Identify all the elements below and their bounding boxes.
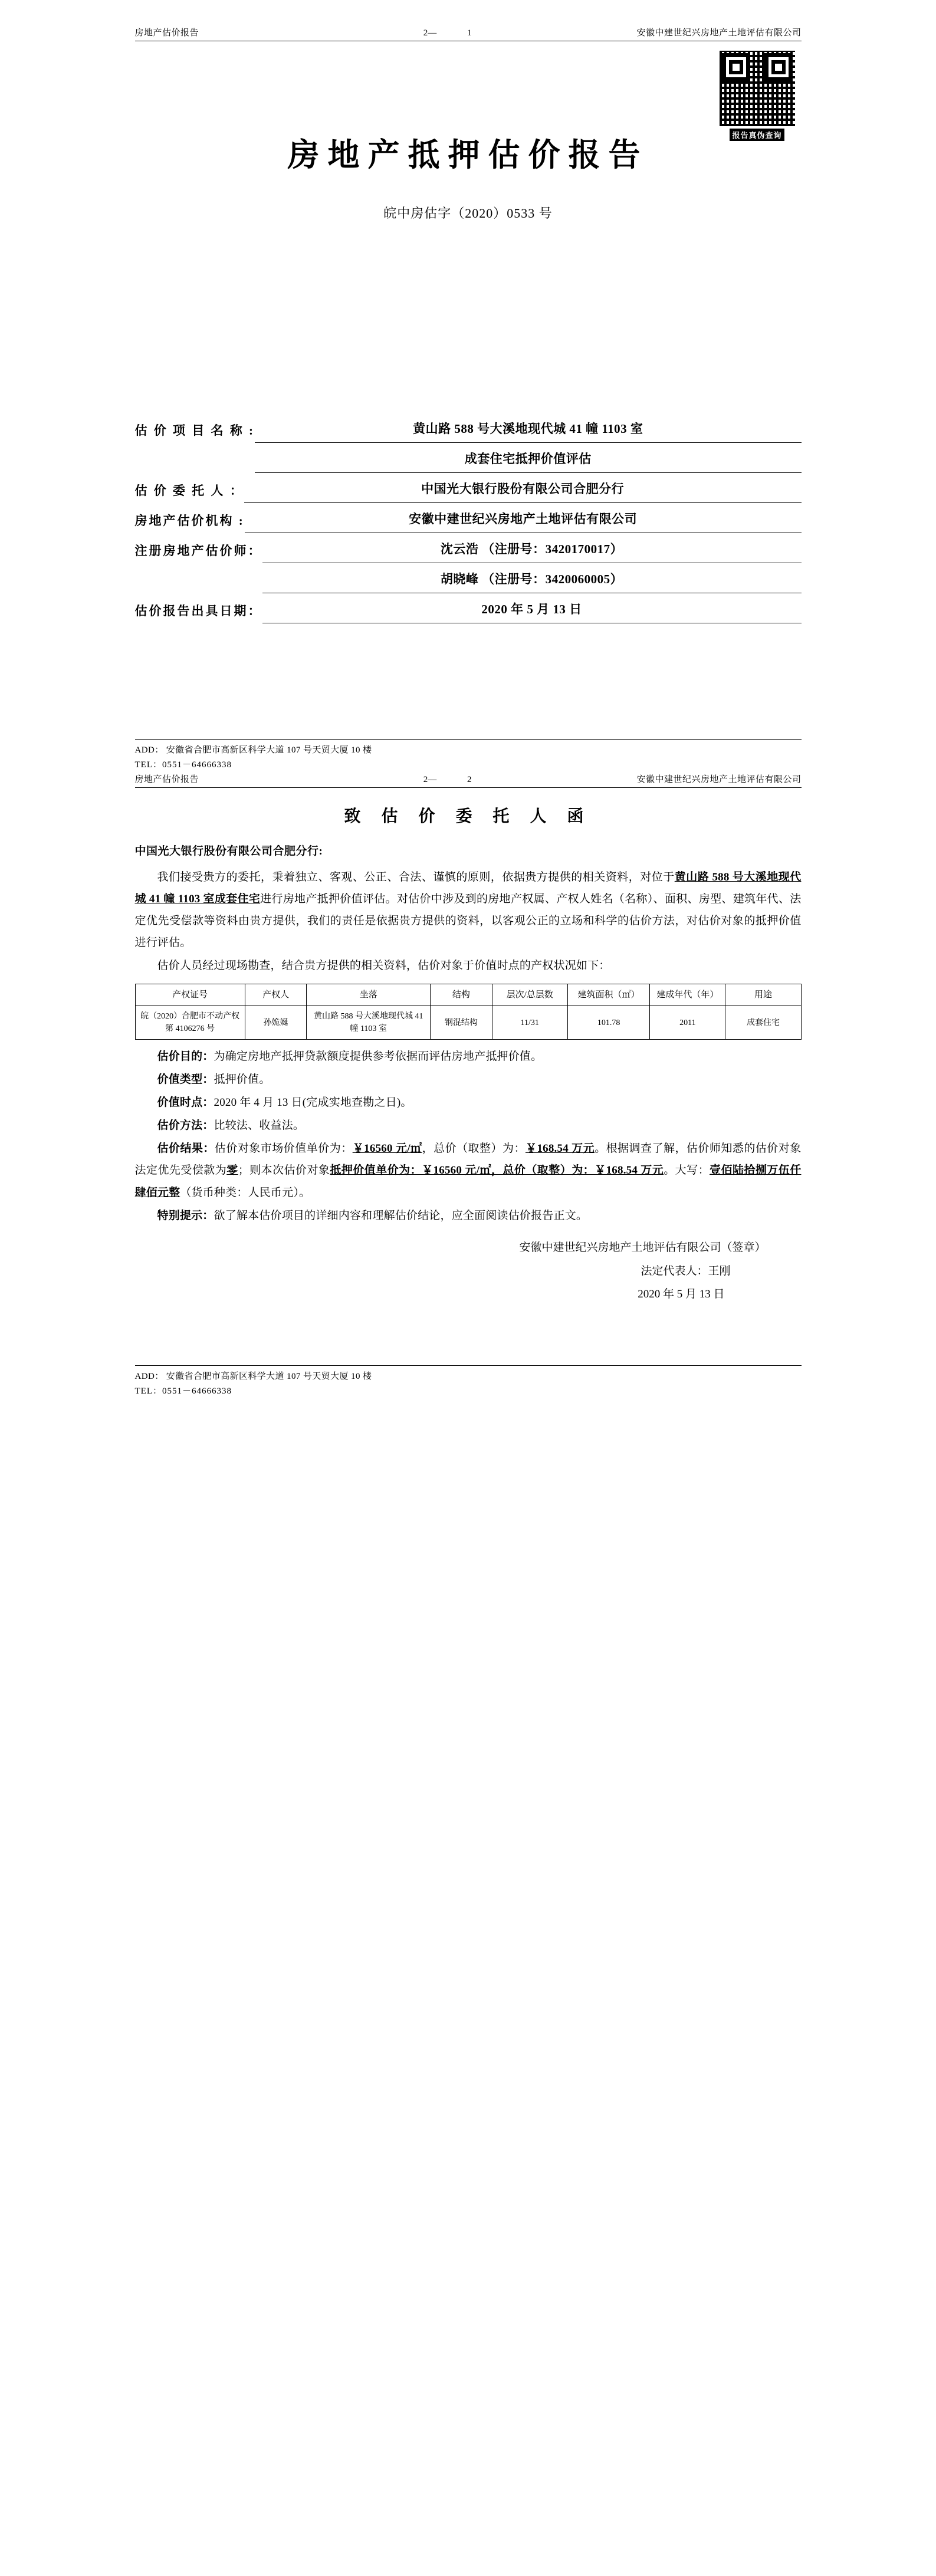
para1-part-c: 进行房地产抵押价值评估。对估价中涉及到的房地产权属、产权人姓名（名称）、面积、房型、建筑年代、法定优先受偿款等资料由贵方提供，我们的责任是依据贵方提供的资料，以客观公正的立场和科学的估价方法，对估价对象的抵押价值进行评估。: [134, 892, 802, 949]
running-header-page: [335, 775, 561, 785]
top-padding: [0, 0, 936, 26]
result-unit-price: ￥16560 元/㎡: [352, 1142, 422, 1155]
property-table: [135, 984, 802, 1040]
result-mortgage-value: 抵押价值单价为：￥16560 元/㎡，总价（取整）为：￥168.54 万元: [330, 1164, 664, 1177]
running-footer: [135, 1365, 802, 1399]
result-t3: 。根据调查了解，估价师知悉的估价对象法定优先受偿款为: [134, 1142, 802, 1177]
item-appraisal-purpose: [135, 1046, 802, 1067]
page-title: 房地产抵押估价报告: [287, 137, 649, 173]
running-header-left: 房地产估价报告: [134, 28, 199, 38]
note-label: 特别提示：: [157, 1209, 214, 1222]
item-text: 2020 年 4 月 13 日(完成实地查勘之日)。: [214, 1096, 412, 1109]
field-label: 注册房地产估价师：: [134, 544, 262, 558]
cover-fields: [135, 416, 802, 623]
letter-title: 致 估 价 委 托 人 函: [344, 807, 592, 826]
item-label: 价值时点：: [157, 1096, 214, 1109]
item-appraisal-result: [135, 1138, 802, 1203]
field-value: 黄山路 588 号大溪地现代城 41 幢 1103 室: [255, 416, 802, 443]
item-label: 估价方法：: [157, 1119, 214, 1132]
running-footer: [135, 739, 802, 773]
page-number: 2: [467, 774, 473, 784]
td-area: 101.78: [567, 1006, 650, 1040]
cover-page: [0, 0, 936, 773]
field-value: 成套住宅抵押价值评估: [255, 446, 802, 473]
result-t1: 估价对象市场价值单价为：: [214, 1142, 353, 1155]
running-header: [135, 26, 802, 41]
field-label: 估 价 委 托 人 ：: [134, 484, 244, 498]
result-t5: 。大写：: [664, 1164, 710, 1177]
th-area: 建筑面积（㎡）: [567, 984, 650, 1006]
cover-sheet: [135, 26, 802, 773]
th-floor: 层次/总层数: [492, 984, 567, 1006]
page-number: 1: [467, 28, 473, 38]
letter-page: [0, 773, 936, 1399]
page-mark: 2—: [423, 774, 437, 784]
th-structure: 结构: [430, 984, 492, 1006]
para1-subject-highlight: 黄山路 588 号大溪地现代城 41 幢 1103 室成套住宅: [134, 870, 802, 905]
letter-bottom-spacer: [135, 1306, 802, 1365]
letter-paragraph-2: 估价人员经过现场勘查，结合贵方提供的相关资料，估价对象于价值时点的产权状况如下：: [157, 959, 610, 972]
th-owner: 产权人: [245, 984, 307, 1006]
field-value: 中国光大银行股份有限公司合肥分行: [244, 477, 802, 503]
running-header-left: 房地产估价报告: [134, 774, 199, 784]
qr-block: [713, 51, 802, 141]
result-t6: （货币种类：人民币元）。: [180, 1186, 311, 1199]
note-text: 欲了解本估价项目的详细内容和理解估价结论，应全面阅读估价报告正文。: [214, 1209, 588, 1222]
signature-company: 安徽中建世纪兴房地产土地评估有限公司（签章）: [519, 1241, 766, 1254]
field-appraiser-2: [135, 567, 802, 593]
item-label: 估价目的：: [157, 1050, 214, 1063]
letter-sheet: [135, 773, 802, 1399]
item-appraisal-methods: [135, 1115, 802, 1136]
signature-date: 2020 年 5 月 13 日: [638, 1288, 725, 1301]
td-structure: 钢混结构: [430, 1006, 492, 1040]
cover-spacer: [135, 627, 802, 739]
result-amount-in-words: 壹佰陆拾捌万伍仟肆佰元整: [134, 1164, 802, 1199]
field-label: 估 价 项 目 名 称 :: [134, 423, 255, 438]
page-mark: 2—: [423, 28, 437, 38]
td-year-built: 2011: [650, 1006, 725, 1040]
td-location: 黄山路 588 号大溪地现代城 41 幢 1103 室: [307, 1006, 431, 1040]
th-certificate-no: 产权证号: [135, 984, 245, 1006]
field-label: 房地产估价机构 :: [134, 514, 245, 528]
letter-paragraph-1: [135, 866, 802, 954]
item-special-note: [135, 1205, 802, 1227]
field-project-name-line2: [135, 446, 802, 473]
document-number: 皖中房估字（2020）0533 号: [383, 206, 553, 221]
footer-telephone: TEL：0551－64666338: [134, 760, 232, 770]
item-label: 价值类型：: [157, 1073, 214, 1086]
field-value: 沈云浩 （注册号：3420170017）: [262, 537, 802, 563]
td-certificate-no: 皖（2020）合肥市不动产权第 4106276 号: [135, 1006, 245, 1040]
th-usage: 用途: [725, 984, 801, 1006]
result-label: 估价结果：: [157, 1142, 215, 1155]
footer-telephone: TEL：0551－64666338: [134, 1386, 232, 1397]
td-floor: 11/31: [492, 1006, 567, 1040]
field-client: [135, 477, 802, 503]
result-priority-claim: 零: [226, 1164, 238, 1177]
field-issue-date: [135, 597, 802, 623]
field-appraisal-institution: [135, 507, 802, 533]
item-text: 为确定房地产抵押贷款额度提供参考依据而评估房地产抵押价值。: [214, 1050, 543, 1063]
signature-legal-representative: 法定代表人：王刚: [641, 1264, 731, 1277]
para1-part-a: 我们接受贵方的委托，秉着独立、客观、公正、合法、谨慎的原则，依据贵方提供的相关资料，对位于: [157, 870, 675, 883]
result-t2: ，总价（取整）为：: [422, 1142, 526, 1155]
field-value: 2020 年 5 月 13 日: [262, 597, 802, 623]
item-text: 比较法、收益法。: [214, 1119, 305, 1132]
result-total-price: ￥168.54 万元: [525, 1142, 595, 1155]
item-value-type: [135, 1069, 802, 1090]
qr-code-icon[interactable]: [720, 51, 795, 126]
field-value: 胡晓峰 （注册号：3420060005）: [262, 567, 802, 593]
footer-address: ADD： 安徽省合肥市高新区科学大道 107 号天贸大厦 10 楼: [134, 745, 372, 755]
th-location: 坐落: [307, 984, 431, 1006]
footer-address: ADD： 安徽省合肥市高新区科学大道 107 号天贸大厦 10 楼: [134, 1372, 372, 1382]
table-row: [135, 1006, 801, 1040]
field-value: 安徽中建世纪兴房地产土地评估有限公司: [245, 507, 802, 533]
td-usage: 成套住宅: [725, 1006, 801, 1040]
result-t4: ；则本次估价对象: [238, 1164, 330, 1177]
running-header: [135, 773, 802, 788]
table-header-row: [135, 984, 801, 1006]
item-value-date: [135, 1092, 802, 1113]
signature-block: [135, 1236, 802, 1307]
item-text: 抵押价值。: [214, 1073, 271, 1086]
td-owner: 孙姽娫: [245, 1006, 307, 1040]
running-header-right: 安徽中建世纪兴房地产土地评估有限公司: [636, 774, 802, 784]
running-header-page: [335, 28, 561, 38]
field-project-name: [135, 416, 802, 443]
qr-caption: 报告真伪查询: [730, 129, 784, 141]
field-label: 估价报告出具日期：: [134, 604, 262, 618]
field-appraiser-1: [135, 537, 802, 563]
letter-addressee: 中国光大银行股份有限公司合肥分行:: [134, 845, 323, 857]
th-year-built: 建成年代（年）: [650, 984, 725, 1006]
running-header-right: 安徽中建世纪兴房地产土地评估有限公司: [636, 28, 802, 38]
